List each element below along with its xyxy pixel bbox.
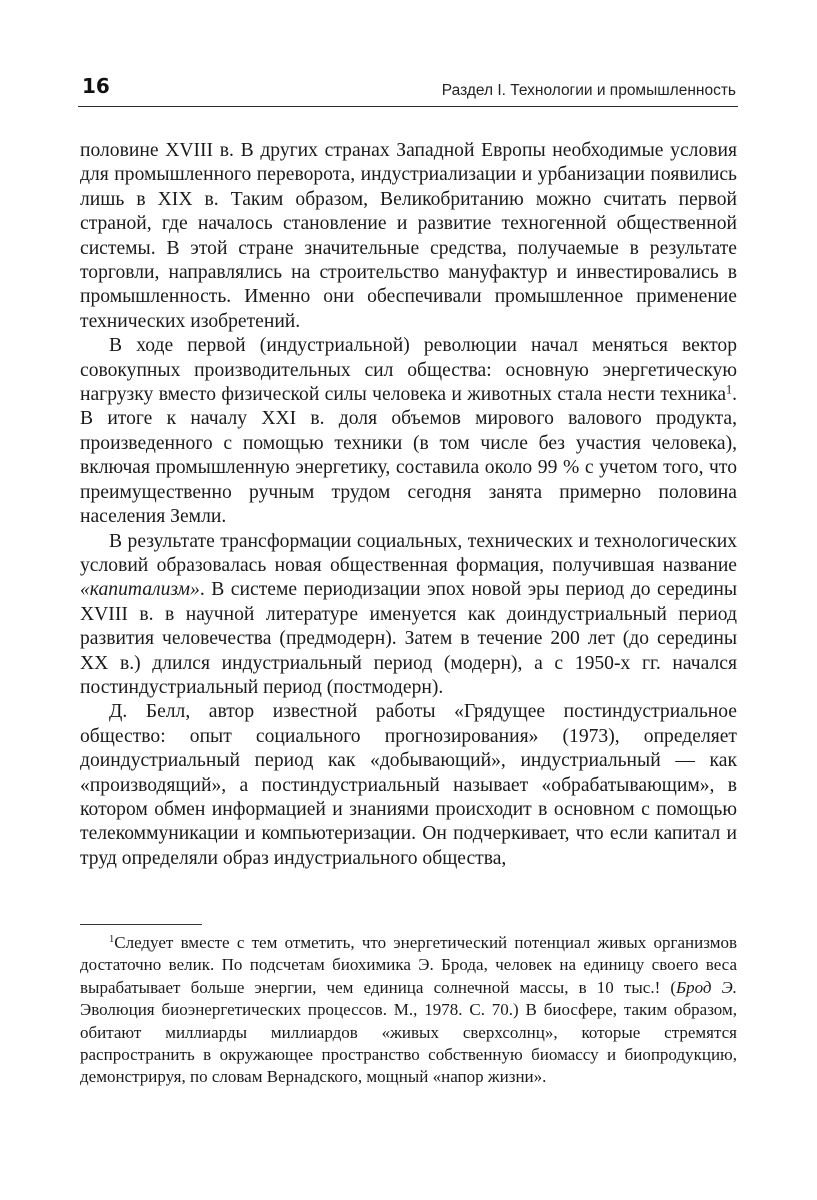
paragraph-2-part-a: В ходе первой (индустриальной) революции начал меняться вектор совокупных производительных сил общества: основную энергетическую нагрузку вместо физической силы человека и животных стала нести техника bbox=[80, 335, 737, 406]
footnote-author: Брод Э. bbox=[676, 977, 737, 997]
page-header bbox=[78, 72, 738, 107]
paragraph-2-part-b: . В итоге к началу XXI в. доля объемов мирового валового продукта, произведенного с помощью техники (в том числе без участия человека), включая промышленную энергетику, составила около 99 % с учетом того, что преимущественно ручным трудом сегодня занята примерно половина населения Земли. bbox=[80, 384, 737, 528]
running-head: Раздел I. Технологии и промышленность bbox=[441, 82, 736, 99]
paragraph-1: половине XVIII в. В других странах Западной Европы необходимые условия для промышленного переворота, индустриализации и урбанизации появились лишь в XIX в. Таким образом, Великобританию можно считать первой страной, где началось становление и развитие техногенной общественной системы. В этой стране значительные средства, получаемые в результате торговли, направлялись на строительство мануфактур и инвестировались в промышленность. Именно они обеспечивали промышленное применение технических изобретений. bbox=[80, 140, 737, 332]
footnote-divider bbox=[80, 924, 202, 925]
footnote-text-b: Эволюция биоэнергетических процессов. М., 1978. С. 70.) В биосфере, таким образом, обитают миллиарды миллиардов «живых сверхсолнц», которые стремятся распространить в окружающее пространство собственную биомассу и биопродукцию, демонстрируя, по словам Вернадского, мощный «напор жизни». bbox=[80, 1000, 737, 1087]
paragraph-3-part-a: В результате трансформации социальных, технических и технологических условий образовалась новая общественная формация, получившая название bbox=[80, 530, 737, 576]
main-text bbox=[80, 139, 737, 871]
paragraph-4: Д. Белл, автор известной работы «Грядущее постиндустриальное общество: опыт социального прогнозирования» (1973), определяет доиндустриальный период как «добывающий», индустриальный — как «производящий», а постиндустриальный называет «обрабатывающим», в котором обмен информацией и знаниями происходит в основном с помощью телекоммуникации и компьютеризации. Он подчеркивает, что если капитал и труд определяли образ индустриального общества, bbox=[80, 701, 737, 869]
footnote-text-a: Следует вместе с тем отметить, что энергетический потенциал живых организмов достаточно велик. По подсчетам биохимика Э. Брода, человек на единицу своего веса вырабатывает больше энергии, чем единица солнечной массы, в 10 тыс.! ( bbox=[80, 933, 737, 997]
paragraph-3-term: «капитализм» bbox=[80, 579, 200, 601]
paragraph-3 bbox=[80, 530, 737, 701]
footnote-reference: 1 bbox=[726, 382, 733, 397]
paragraph-2 bbox=[80, 334, 737, 529]
page-number: 16 bbox=[82, 74, 110, 98]
paragraph-3-part-b: . В системе периодизации эпох новой эры период до середины XVIII в. в научной литературе именуется как доиндустриальный период развития человечества (предмодерн). Затем в течение 200 лет (до середины XX в.) длился индустриальный период (модерн), а с 1950-х гг. начался постиндустриальный период (постмодерн). bbox=[80, 579, 737, 698]
footnote-marker: 1 bbox=[109, 934, 115, 946]
footnote bbox=[80, 932, 737, 1089]
